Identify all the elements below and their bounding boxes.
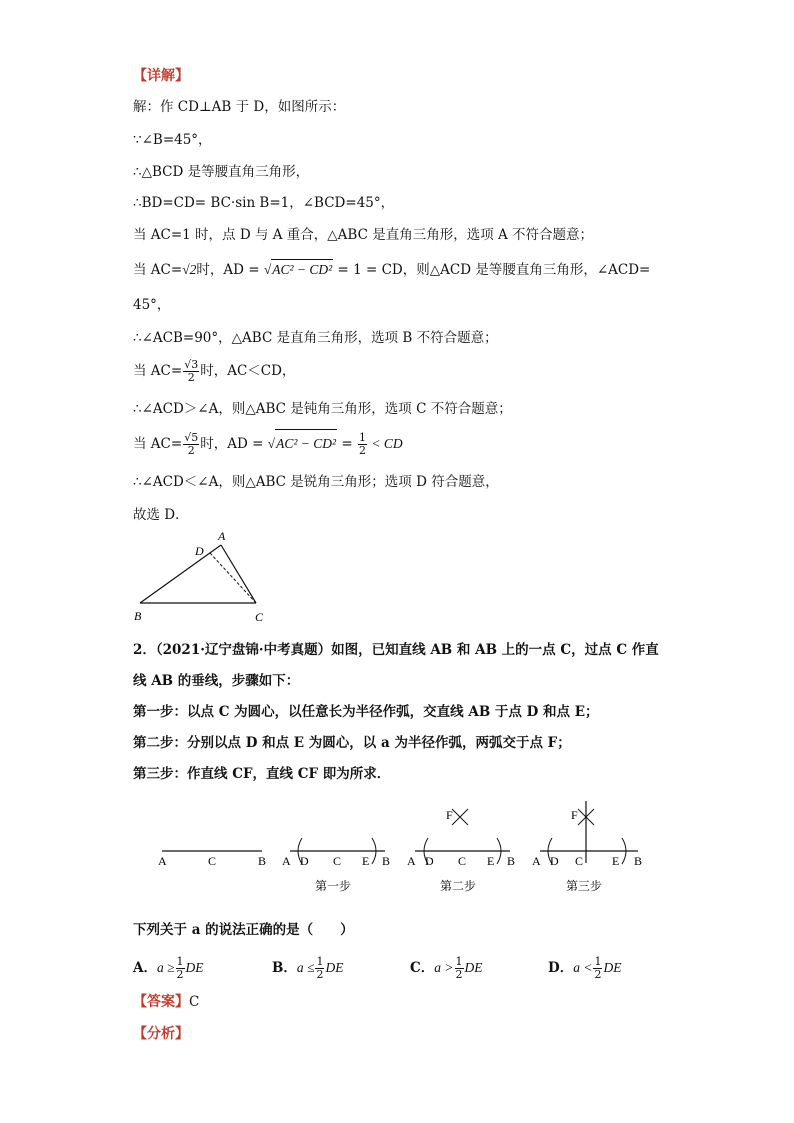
answer-header: 【答案】 <box>133 994 189 1010</box>
option-tail: DE <box>185 960 204 975</box>
fraction <box>593 956 602 981</box>
label-b: B <box>258 854 267 868</box>
label-c: C <box>208 854 217 868</box>
solution-line: 故选 D． <box>133 507 189 523</box>
option-b[interactable] <box>272 956 343 981</box>
solution-line: 当 AC= $\frac{√5}{2}$ 时，AD = √AC² − CD² = $\frac{1}{2}$ < CD <box>133 431 403 457</box>
sqrt-expression: AC² − CD² <box>275 429 337 458</box>
text-fragment: 当 AC= <box>133 363 183 379</box>
label-c: C <box>255 610 264 624</box>
option-tail: DE <box>325 960 344 975</box>
text-fragment: 时，AD = <box>196 262 264 278</box>
step-2-caption: 第二步 <box>440 879 477 893</box>
step-1-caption: 第一步 <box>315 879 352 893</box>
fraction-numerator: √3 <box>184 358 199 371</box>
option-d[interactable] <box>548 956 621 981</box>
text-fragment: < CD <box>367 436 403 451</box>
label-e: E <box>612 854 620 868</box>
label-c: C <box>333 854 342 868</box>
label-b: B <box>634 854 643 868</box>
text-fragment: = <box>337 436 357 452</box>
label-f: F <box>571 808 578 822</box>
option-c[interactable] <box>410 956 483 981</box>
fraction-denominator: 2 <box>455 968 463 981</box>
text-fragment: 当 AC= <box>133 262 183 278</box>
text-fragment: = 1 = CD，则△ACD 是等腰直角三角形，∠ACD= <box>333 262 651 278</box>
solution-line: ∴∠ACD＞∠A，则△ABC 是钝角三角形，选项 C 不符合题意； <box>133 401 512 417</box>
fraction-numerator: √5 <box>184 431 199 444</box>
fraction-denominator: 2 <box>187 444 195 457</box>
fraction <box>183 359 199 384</box>
step-1-text: 第一步：以点 C 为圆心，以任意长为半径作弧，交直线 AB 于点 D 和点 E； <box>133 704 599 720</box>
step-1-diagram <box>158 851 266 868</box>
step-3-setup-diagram <box>407 808 515 893</box>
option-tail: DE <box>464 960 483 975</box>
option-expr: a ≤ <box>296 960 315 975</box>
label-a: A <box>218 529 226 543</box>
solution-line: 当 AC=1 时，点 D 与 A 重合，△ABC 是直角三角形，选项 A 不符合题意； <box>133 227 594 243</box>
step-2-setup-diagram <box>282 838 390 893</box>
step-3-text: 第三步：作直线 CF，直线 CF 即为所求． <box>133 766 391 782</box>
answer-line <box>133 992 199 1012</box>
question-text: 下列关于 a 的说法正确的是（ ） <box>133 922 354 938</box>
label-d: D <box>550 854 559 868</box>
construction-figure <box>150 795 660 900</box>
option-expr: a < <box>573 960 593 975</box>
fraction-numerator: 1 <box>316 955 324 968</box>
solution-line: ∵∠B=45°， <box>133 132 212 148</box>
option-expr: a > <box>434 960 454 975</box>
question-2-line: 线 AB 的垂线，步骤如下： <box>133 673 300 689</box>
solution-line: 当 AC=√2时，AD = √AC² − CD² = 1 = CD，则△ACD 是等腰直角三角形，∠ACD= <box>133 259 650 280</box>
label-d: D <box>195 544 204 558</box>
fraction-denominator: 2 <box>187 371 195 384</box>
label-a: A <box>158 854 167 868</box>
label-b: B <box>134 609 142 623</box>
fraction-numerator: 1 <box>594 955 602 968</box>
label-d: D <box>300 854 309 868</box>
analysis-header: 【分析】 <box>133 1026 189 1042</box>
option-label: A． <box>133 960 157 976</box>
label-e: E <box>487 854 495 868</box>
answer-value: C <box>189 994 200 1010</box>
solution-line: ∴BD=CD= BC·sin B=1，∠BCD=45°， <box>133 195 395 211</box>
label-a: A <box>282 854 291 868</box>
fraction-denominator: 2 <box>176 968 184 981</box>
triangle-figure <box>120 525 280 625</box>
text-fragment: 时，AC＜CD， <box>200 363 296 379</box>
solution-line <box>133 357 295 385</box>
option-tail: DE <box>603 960 622 975</box>
solution-line: ∴∠ACB=90°，△ABC 是直角三角形，选项 B 不符合题意； <box>133 330 498 346</box>
option-a[interactable] <box>133 956 204 981</box>
option-label: C． <box>410 960 435 976</box>
solution-line: ∴△BCD 是等腰直角三角形， <box>133 164 310 180</box>
detail-header: 【详解】 <box>133 68 189 84</box>
fraction-numerator: 1 <box>358 431 366 444</box>
option-label: B． <box>272 960 297 976</box>
sqrt-two: √2 <box>182 262 197 277</box>
label-c: C <box>575 854 584 868</box>
solution-line: ∴∠ACD＜∠A，则△ABC 是锐角三角形；选项 D 符合题意， <box>133 474 499 490</box>
fraction-numerator: 1 <box>176 955 184 968</box>
label-b: B <box>382 854 391 868</box>
fraction-denominator: 2 <box>358 444 366 457</box>
step-3-caption: 第三步 <box>566 879 603 893</box>
label-e: E <box>362 854 370 868</box>
sqrt-expression: AC² − CD² <box>271 259 333 280</box>
fraction <box>455 956 464 981</box>
step-3-diagram <box>532 801 642 893</box>
label-d: D <box>425 854 434 868</box>
option-label: D． <box>548 960 574 976</box>
fraction-denominator: 2 <box>594 968 602 981</box>
question-2-line: 2．（2021·辽宁盘锦·中考真题）如图，已知直线 AB 和 AB 上的一点 C，过点 C 作直 <box>133 642 659 658</box>
fraction <box>176 956 185 981</box>
label-a: A <box>532 854 541 868</box>
side-ac <box>221 545 256 603</box>
side-ba <box>140 545 221 603</box>
altitude-cd <box>210 553 256 603</box>
fraction-denominator: 2 <box>316 968 324 981</box>
solution-line: 解：作 CD⊥AB 于 D，如图所示： <box>133 99 346 115</box>
label-f: F <box>446 808 453 822</box>
solution-line: 45°， <box>133 297 171 313</box>
text-fragment: 当 AC= <box>133 436 183 452</box>
fraction <box>315 956 324 981</box>
fraction <box>183 432 199 457</box>
label-c: C <box>458 854 467 868</box>
fraction <box>358 432 367 457</box>
option-expr: a ≥ <box>156 960 175 975</box>
step-2-text: 第二步：分别以点 D 和点 E 为圆心，以 a 为半径作弧，两弧交于点 F； <box>133 735 571 751</box>
label-b: B <box>507 854 516 868</box>
label-a: A <box>407 854 416 868</box>
fraction-numerator: 1 <box>455 955 463 968</box>
text-fragment: 时，AD = <box>200 436 268 452</box>
